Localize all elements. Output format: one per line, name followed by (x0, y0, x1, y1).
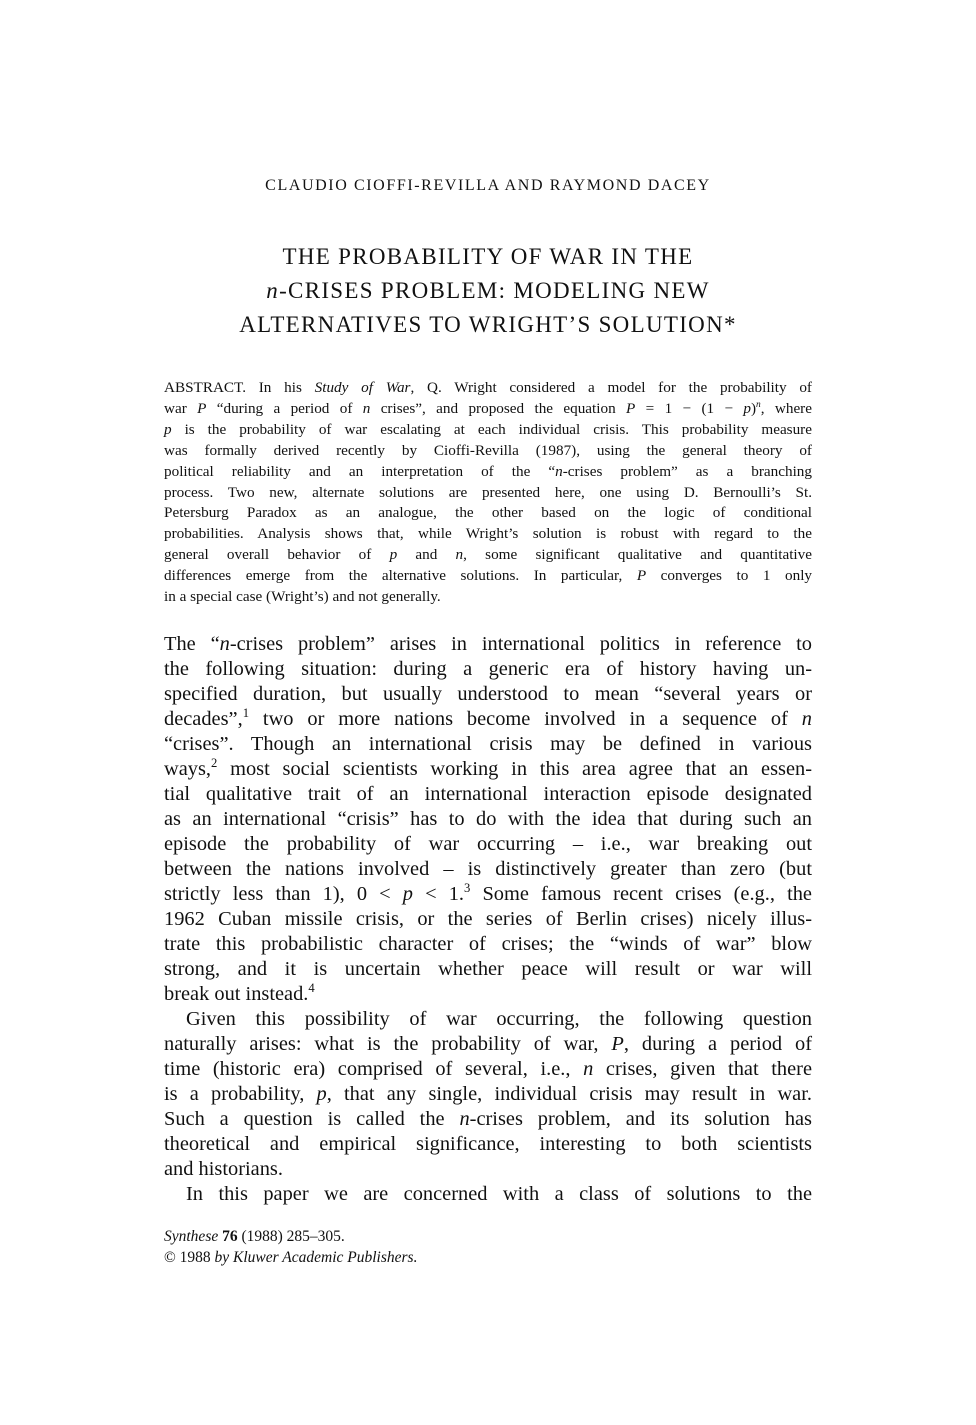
title-italic-n: n (266, 278, 280, 303)
body-line: specified duration, but usually understood to mean “several years or (164, 683, 812, 705)
body-line: naturally arises: what is the probability of war, P, during a period of (164, 1033, 812, 1055)
title-line-2-rest: -CRISES PROBLEM: MODELING NEW (279, 278, 710, 303)
body-line: tial qualitative trait of an international interaction episode designated (164, 783, 812, 805)
body-line: is a probability, p, that any single, individual crisis may result in war. (164, 1083, 812, 1105)
body-line: break out instead.$^4$ (164, 981, 315, 1005)
body-line: 1962 Cuban missile crisis, or the series of Berlin crises) nicely illus- (164, 908, 812, 930)
publisher: by Kluwer Academic Publishers. (214, 1249, 418, 1266)
abstract-line: Petersburg Paradox as an analogue, the other based on the logic of conditional (164, 504, 812, 522)
body-line: the following situation: during a generic era of history having un- (164, 658, 812, 680)
body-line: trate this probabilistic character of crises; the “winds of war” blow (164, 933, 812, 955)
journal-name: Synthese (164, 1228, 219, 1245)
abstract-line: process. Two new, alternate solutions are presented here, one using D. Bernoulli’s St. (164, 483, 812, 501)
journal-volume: 76 (222, 1228, 238, 1245)
body-line: Given this possibility of war occurring, the following question (186, 1008, 812, 1030)
body-line: between the nations involved – is distinctively greater than zero (but (164, 858, 812, 880)
journal-pages: (1988) 285–305. (241, 1228, 345, 1245)
abstract-line: ABSTRACT. In his Study of War, Q. Wright considered a model for the probability of (164, 379, 812, 396)
body-line: episode the probability of war occurring – i.e., war breaking out (164, 833, 812, 855)
copyright-year: 1988 (179, 1249, 211, 1266)
body-line: and historians. (164, 1158, 283, 1180)
abstract-line: war P “during a period of n crises”, and proposed the equation $P = 1 - (1 - p)^n$, where (164, 399, 812, 417)
body-line: theoretical and empirical significance, interesting to both scientists (164, 1133, 812, 1155)
paper-title (0, 240, 976, 342)
body-line: time (historic era) comprised of several, i.e., n crises, given that there (164, 1058, 812, 1080)
body-line: In this paper we are concerned with a class of solutions to the (186, 1183, 812, 1205)
body-line: strong, and it is uncertain whether peace will result or war will (164, 958, 812, 980)
copyright-line (164, 1247, 417, 1268)
abstract-line: general overall behavior of p and n, some significant qualitative and quantitative (164, 546, 812, 564)
abstract-line: probabilities. Analysis shows that, while Wright’s solution is robust with regard to the (164, 525, 812, 543)
title-line-2 (0, 274, 976, 308)
citation-footer (164, 1226, 417, 1268)
body-line: strictly less than 1), 0 < p < 1.$^3$ Some famous recent crises (e.g., the (164, 881, 812, 905)
abstract-line: p is the probability of war escalating at each individual crisis. This probability measure (164, 420, 812, 438)
title-line-1: THE PROBABILITY OF WAR IN THE (282, 244, 694, 269)
author-line: CLAUDIO CIOFFI-REVILLA AND RAYMOND DACEY (265, 177, 711, 194)
body-line: as an international “crisis” has to do with the idea that during such an (164, 808, 812, 830)
body-line: Such a question is called the n-crises problem, and its solution has (164, 1108, 812, 1130)
abstract (164, 378, 812, 608)
journal-citation (164, 1226, 417, 1247)
body-line: decades”,$^1$ two or more nations become involved in a sequence of n (164, 706, 812, 730)
abstract-line: differences emerge from the alternative solutions. In particular, P converges to 1 only (164, 567, 813, 585)
body-line: “crises”. Though an international crisis may be defined in various (164, 733, 812, 755)
abstract-line: in a special case (Wright’s) and not generally. (164, 588, 441, 606)
abstract-line: political reliability and an interpretation of the “n-crises problem” as a branching (164, 462, 812, 480)
copyright-symbol: © (164, 1249, 176, 1266)
abstract-line: was formally derived recently by Cioffi-Revilla (1987), using the general theory of (164, 441, 812, 459)
body-line: The “n-crises problem” arises in international politics in reference to (164, 633, 812, 655)
body-line: ways,$^2$ most social scientists working in this area agree that an essen- (164, 756, 812, 780)
title-line-3: ALTERNATIVES TO WRIGHT’S SOLUTION* (239, 312, 737, 337)
body-text (164, 632, 812, 1207)
